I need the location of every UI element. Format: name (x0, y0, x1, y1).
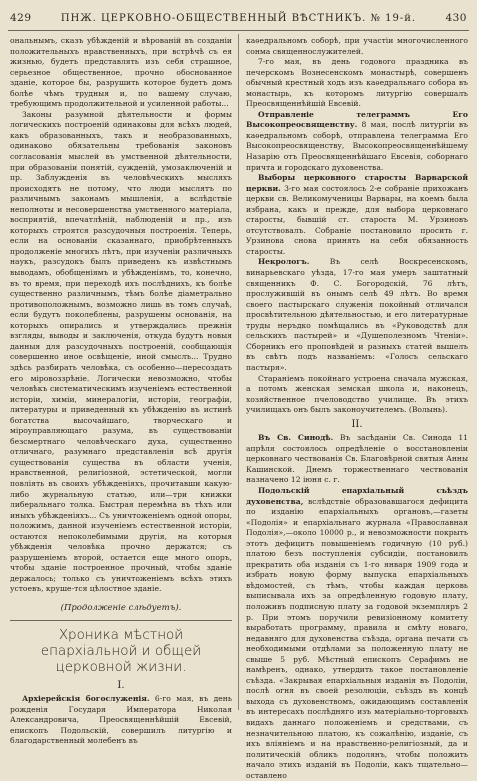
synod-text: Въ засѣданіи Св. Синода 11 апрѣля состоялось опредѣленіе о восстановленіи церковнаго чествованія Св. Благовѣрной святыя Анны Кашинской. Днемъ торжественнаго чествованія назначено 12 іюня с. г. (246, 433, 468, 485)
section-rule (10, 620, 232, 621)
subheading: Архіерейскія богослуженія. (22, 694, 150, 704)
page-header (10, 8, 467, 28)
elections-text: 3-го мая состоялось 2-е собраніе прихожанъ церкви св. Великомученицы Варвары, на коемъ была избрана, какъ и прежде, для выбора церковнаго старосты, бывшій ст. староста М. Урзиновъ отсутствовалъ. Собраніе постановило просить г. Урзинова снова принять на себя обязанность старосты. (246, 183, 468, 256)
journal-title: ПНЖ. ЦЕРКОВНО-ОБЩЕСТВЕННЫЙ ВѢСТНИКЪ. № 19-й. (60, 12, 417, 24)
left-column (10, 36, 232, 746)
chronicle-title: Хроника мѣстной епархіальной и общей церковной жизни. (40, 626, 202, 675)
article-paragraph: Законы разумной дѣятельности и формы логическихъ построеній одинаковы для всѣхъ людей, какъ образованныхъ, такъ и необразованныхъ, одинаково обязательны требованія законовъ согласованія мыслей въ умственной дѣятельности, при образованіи понятій, сужденій, умозаключеній и пр. Заблужденія въ человѣческихъ мысляхъ происходятъ не потому, что люди мыслятъ по различнымъ законамъ мышленія, а вслѣдствіе неполноты и несовершенства умственного матеріала, восприятій, впечатлѣній, наблюденій и пр., изъ которыхъ строятся разсудочныя построенія. Теперь, если на основаніи сказаннаго, приобрѣтенныхъ продолженіе многихъ лѣтъ, при изученіи различныхъ наукъ, разсудокъ былъ приведенъ къ извѣстнымъ выводамъ, обобщеніямъ и убѣжденіямъ, то, конечно, въ то время, при переходѣ ихъ послѣднихъ, къ болѣе существенно различнымъ, тѣмъ болѣе діаметрально противоположнымъ, возможно лишь въ томъ случаѣ, если будутъ поколеблены, разрушены основанія, на которыхъ опирались и утверждались прежнія взгляды, выводы и заключенія, откуда будутъ новыя данныя для разсудочныхъ построеній, сообщающія совершенно иное освѣщеніе, иной смыслъ... Трудно здѣсь разбирать человѣка, съ особенно—пересоздать его міровоззрѣніе. Логически невозможно, чтобы человѣкъ систематическимъ изученіемъ естественной исторіи, химіи, минералогіи, исторіи, географіи, литературы и приведенный къ убѣжденію въ истинѣ богатства высочайшаго, творческаго и міроуправляющаго разума, въ существованіи безсмертнаго человѣческаго духа, существенно отличнаго, разумнаго представленія всѣ другія существованія существа въ области ученія, нравственной, религіозной, эстетической, могли повліять въ своихъ убѣжденіяхъ, прочитавши какую-либо журнальную статью, или—три книжки либеральнаго толка. Быстрая перемѣна въ тѣхъ или иныхъ убѣжденіяхъ... Съ уничтоженіемъ одной опоры, положимъ, данной изученіемъ естественной исторіи, остаются непоколебимыми другія, на которыя убѣжденія человѣка прочно держатся; съ разрушеніемъ второй, остается еще много опоръ, чтобы зданіе построенное прочный, чтобы зданіе держалось; только съ уничтоженіемъ всѣхъ этихъ устоевъ, круше-тся цѣлостное зданіе. (10, 109, 232, 594)
chronicle-text: 6-го мая, въ день рожденія Государя Императора Николая Александровича, Преосвященнѣйшій Евсевій, епископъ Подольскій, совершилъ литургію и благодарственный молебенъ въ (10, 694, 232, 746)
article-paragraph: ональнымъ, сказъ убѣжденій и вѣрованій въ созданіи положительныхъ нравственныхъ, при встрѣчѣ съ ея жизнью, будетъ представлять изъ себя страшное, серьезное общественное, прочно обоснованное зданіе, которое бы, разрушить которое будетъ домъ болѣе чѣмъ трудныя и, по вашему случаю, требующимъ продолжительной и усиленной работы... (10, 36, 232, 109)
congress-paragraph (246, 486, 468, 781)
subheading: Выборы церковного старосты Варварской церкви. (246, 173, 468, 193)
chronicle-paragraph (10, 694, 232, 747)
telegram-paragraph (246, 110, 468, 173)
section-numeral: I. (117, 679, 125, 691)
section-numeral: II. (351, 418, 363, 430)
obituary-paragraph (246, 257, 468, 373)
elections-paragraph (246, 173, 468, 257)
telegram-text: 8 мая, послѣ литургіи въ каѳедральномъ соборѣ, отправлена телеграмма Его Высокопреосвященству, Высокопреосвященнѣйшему Назарію отъ Преосвященнѣйшаго Евсевія, соборнаго причта и городскаго духовенства. (246, 120, 468, 172)
column-divider (238, 34, 239, 710)
subheading: Въ Св. Синодѣ. (258, 433, 334, 443)
continuation-note: (Продолженіе слѣдуетъ). (60, 602, 182, 613)
right-column (246, 36, 468, 780)
subheading: Подольскій епархіальный съѣздъ духовенства, (246, 485, 468, 506)
header-rule (8, 30, 469, 31)
article-paragraph: каѳедральномъ соборѣ, при участіи многочисленного сонма священнослужителей. (246, 36, 468, 56)
obituary-text: Въ селѣ Воскресенскомъ, винарьевскаго уѣзда, 17-го мая умеръ заштатный священникъ Ф. С. Богородскій, 76 лѣтъ, прослужившій въ онымъ селѣ 49 лѣтъ. Во время своего пастырскаго служенія покойный отличался просвѣтительною дѣятельностью, и его литературные труды неръдко помѣщались въ «Руководствѣ для сельскихъ пастырей» и «Душеполезномъ Чтеніи». Сборникъ его проповѣдей и разныхъ статей вышелъ въ свѣтъ подъ названіемъ: «Голосъ сельскаго пастыря». (246, 257, 468, 372)
article-paragraph: 7-го мая, въ день годового праздника въ печерскомъ Вознесенскомъ монастырѣ, совершенъ обычный крестный ходъ изъ каѳедральнаго собора въ монастырь, къ которомъ литургію совершалъ Преосвященнѣйшій Евсевій. (246, 57, 468, 109)
right-page-number: 430 (445, 12, 467, 24)
congress-text: вслѣдствіе образовавшагося дефицита по изданію епархіальныхъ органовъ,—газеты «Подолія» и епархіальнаго журнала «Православная Подолія»,—около 10000 р., и невозможности покрыть этотъ дефицитъ повышеніемъ годичную (10 руб.) платою безъ поступленія субсидіи, постановилъ прекратить оба изданія съ 1-го января 1909 года и избрать новую форму выпуска епархіальныхъ вѣдомостей, съ тѣмъ, чтобы каждая церковь выписывала ихъ за опредѣленную годовую плату, положивъ подписную плату за годовой экземпляръ 2 р. При этомъ поручили ревизіонному комитету выработать программу, правила и смѣту новаго, недавняго для духовенства съѣзда, органа печати съ необходимыми отдѣлами за положенную плату не свыше 5 руб. Мѣстный епископъ Серафимъ не намѣренъ, однако, утвердить такое постановленіе съѣзда. «Закрывая епархіальныя изданія въ Подоліи, послѣ огня въ своей резолюціи, съѣздъ въ концѣ выхода съ духовенствомъ, ожидающимъ составленія въ интересахъ послѣдняго изъ матеріально-торговыхъ видахъ даннаго положеніемъ и средствами, съ незначительною платою, къ сожалѣнію, изданіе, съ ихъ вліяніемъ и на нравственно-религіозный, да и политическій обликъ подолянъ, чтобы положить начало этихъ изданій въ Подоліи, какъ тщательно—оставлено (246, 496, 468, 780)
synod-paragraph (246, 433, 468, 486)
subheading: Некрологъ. (258, 257, 310, 267)
subheading: Отправленіе телеграммъ Его Высокопреосвященству. (246, 109, 468, 130)
left-page-number: 429 (10, 12, 32, 24)
article-paragraph: Стараніемъ покойнаго устроена сначала мужская, а потомъ женская земская школа и, наконецъ, хозяйственное пчеловодство училище. Въ этихъ училищахъ онъ былъ законоучителемъ. (Волынь). (246, 373, 468, 415)
